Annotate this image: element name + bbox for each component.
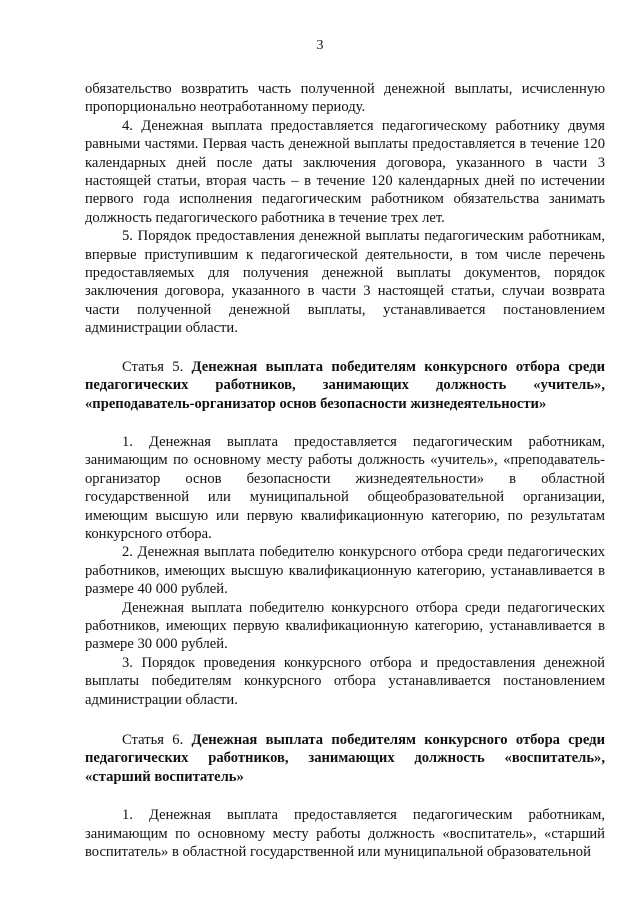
article-5-paragraph-3: 3. Порядок проведения конкурсного отбора и предоставления денежной выплаты победителям конкурсного отбора устанавливается постановлением администрации области. (85, 654, 605, 708)
document-body (85, 80, 605, 861)
article-6-number: Статья 6. (122, 732, 184, 748)
article-6-heading (85, 731, 605, 786)
article-5-paragraph-1: 1. Денежная выплата предоставляется педагогическим работникам, занимающим по основному месту работы должность «учитель», «преподаватель-организатор основ безопасности жизнедеятельности» в областной государственной или муниципальной общеобразовательной организации, имеющим высшую или первую квалификационную категорию, по результатам конкурсного отбора. (85, 433, 605, 542)
paragraph-item-5: 5. Порядок предоставления денежной выплаты педагогическим работникам, впервые приступившим к педагогической деятельности, в том числе перечень предоставляемых для получения денежной выплаты документов, порядок заключения договора, указанного в части 3 настоящей статьи, случаи возврата части полученной денежной выплаты, устанавливается постановлением администрации области. (85, 228, 605, 337)
article-5-paragraph-2: 2. Денежная выплата победителю конкурсного отбора среди педагогических работников, имеющих высшую квалификационную категорию, устанавливается в размере 40 000 рублей. (85, 544, 605, 598)
article-5-title: Денежная выплата победителям конкурсного отбора среди педагогических работников, занимающих должность «учитель», «преподаватель-организатор основ безопасности жизнедеятельности» (85, 358, 605, 412)
article-5-heading (85, 358, 605, 413)
article-5-paragraph-2b: Денежная выплата победителю конкурсного отбора среди педагогических работников, имеющих первую квалификационную категорию, устанавливается в размере 30 000 рублей. (85, 599, 605, 653)
page-number: 3 (316, 38, 324, 53)
article-5-number: Статья 5. (122, 358, 184, 375)
article-6-paragraph-1: 1. Денежная выплата предоставляется педагогическим работникам, занимающим по основному месту работы должность «воспитатель», «старший воспитатель» в областной государственной или муниципальной образовательной (85, 807, 605, 861)
paragraph-item-4: 4. Денежная выплата предоставляется педагогическому работнику двумя равными частями. Первая часть денежной выплаты предоставляется в течение 120 календарных дней после даты заключения договора, указанного в части 3 настоящей статьи, вторая часть – в течение 120 календарных дней по истечении первого года исполнения педагогическим работником обязательства занимать должность педагогического работника в течение трех лет. (85, 117, 605, 226)
paragraph-continuation: обязательство возвратить часть полученной денежной выплаты, исчисленную пропорционально неотработанному периоду. (85, 81, 605, 116)
article-6-title: Денежная выплата победителям конкурсного отбора среди педагогических работников, занимающих должность «воспитатель», «старший воспитатель» (85, 732, 605, 785)
